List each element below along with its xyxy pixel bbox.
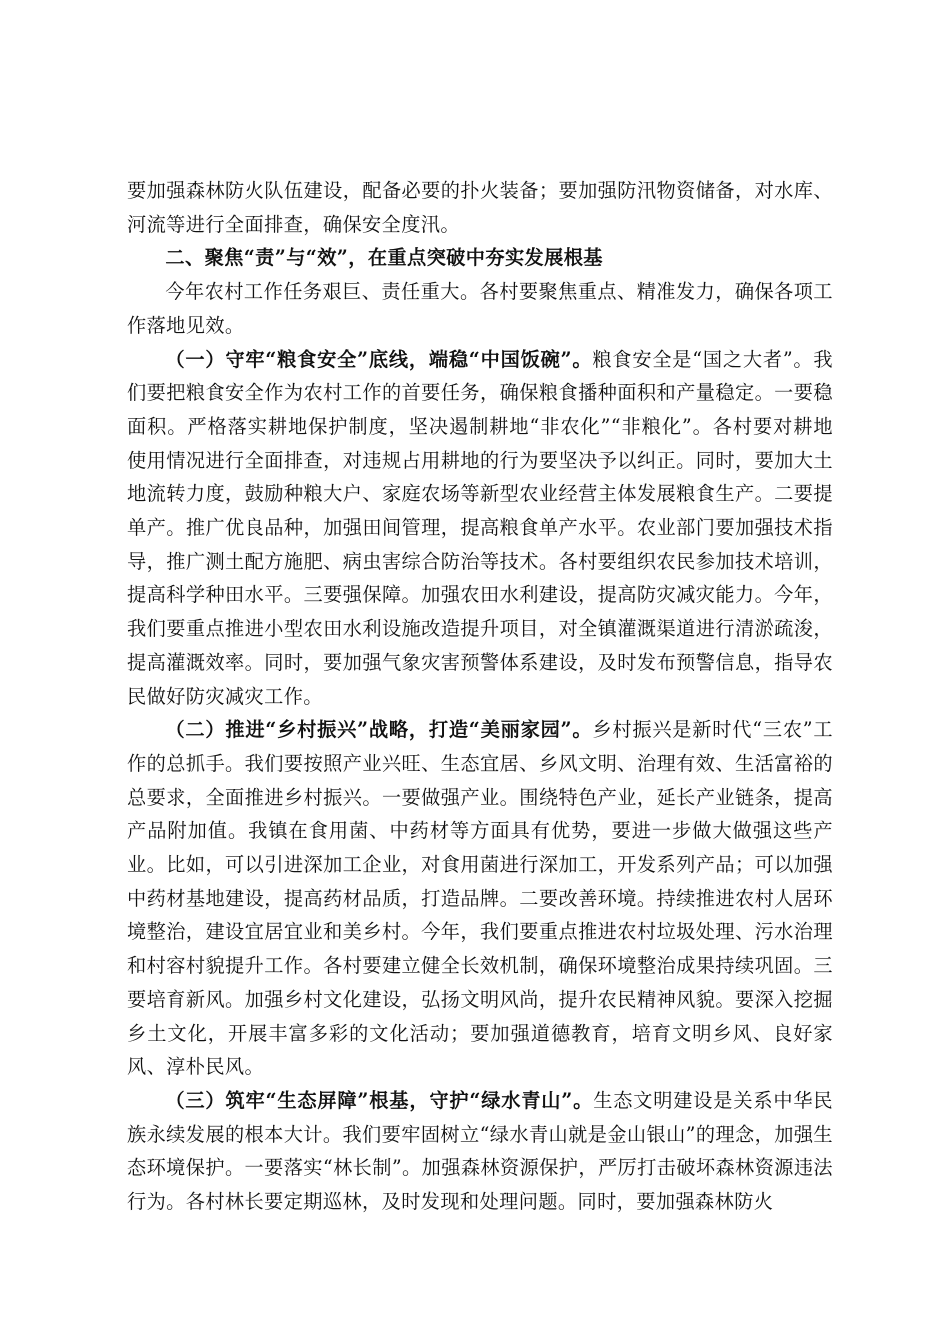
item1-paragraph xyxy=(127,343,833,714)
item3-paragraph xyxy=(127,1084,833,1219)
item3-body: 生态文明建设是关系中华民族永续发展的根本大计。我们要牢固树立“绿水青山就是金山银山”的理念，加强生态环境保护。一要落实“林长制”。加强森林资源保护，严厉打击破坏森林资源违法行为。各村林长要定期巡林，及时发现和处理问题。同时，要加强森林防火 xyxy=(127,1088,833,1214)
item2-lead: （二）推进“乡村振兴”战略，打造“美丽家园”。 xyxy=(165,718,593,742)
section-heading: 二、聚焦“责”与“效”，在重点突破中夯实发展根基 xyxy=(165,246,603,270)
item1-lead: （一）守牢“粮食安全”底线，端稳“中国饭碗”。 xyxy=(165,347,593,371)
item2-body: 乡村振兴是新时代“三农”工作的总抓手。我们要按照产业兴旺、生态宜居、乡风文明、治理有效、生活富裕的总要求，全面推进乡村振兴。一要做强产业。围绕特色产业，延长产业链条，提高产品附加值。我镇在食用菌、中药材等方面具有优势，要进一步做大做强这些产业。比如，可以引进深加工企业，对食用菌进行深加工，开发系列产品；可以加强中药材基地建设，提高药材品质，打造品牌。二要改善环境。持续推进农村人居环境整治，建设宜居宜业和美乡村。今年，我们要重点推进农村垃圾处理、污水治理和村容村貌提升工作。各村要建立健全长效机制，确保环境整治成果持续巩固。三要培育新风。加强乡村文化建设，弘扬文明风尚，提升农民精神风貌。要深入挖掘乡土文化，开展丰富多彩的文化活动；要加强道德教育，培育文明乡风、良好家风、淳朴民风。 xyxy=(127,718,833,1079)
section-intro-paragraph: 今年农村工作任务艰巨、责任重大。各村要聚焦重点、精准发力，确保各项工作落地见效。 xyxy=(127,280,833,337)
continuation-paragraph: 要加强森林防火队伍建设，配备必要的扑火装备；要加强防汛物资储备，对水库、河流等进行全面排查，确保安全度汛。 xyxy=(127,179,833,236)
item2-paragraph xyxy=(127,713,833,1084)
item3-lead: （三）筑牢“生态屏障”根基，守护“绿水青山”。 xyxy=(165,1088,594,1112)
item1-body: 粮食安全是“国之大者”。我们要把粮食安全作为农村工作的首要任务，确保粮食播种面积和产量稳定。一要稳面积。严格落实耕地保护制度，坚决遏制耕地“非农化”“非粮化”。各村要对耕地使用情况进行全面排查，对违规占用耕地的行为要坚决予以纠正。同时，要加大土地流转力度，鼓励种粮大户、家庭农场等新型农业经营主体发展粮食生产。二要提单产。推广优良品种，加强田间管理，提高粮食单产水平。农业部门要加强技术指导，推广测土配方施肥、病虫害综合防治等技术。各村要组织农民参加技术培训，提高科学种田水平。三要强保障。加强农田水利建设，提高防灾减灾能力。今年，我们要重点推进小型农田水利设施改造提升项目，对全镇灌溉渠道进行清淤疏浚，提高灌溉效率。同时，要加强气象灾害预警体系建设，及时发布预警信息，指导农民做好防灾减灾工作。 xyxy=(127,347,833,708)
document-page xyxy=(127,174,833,1219)
